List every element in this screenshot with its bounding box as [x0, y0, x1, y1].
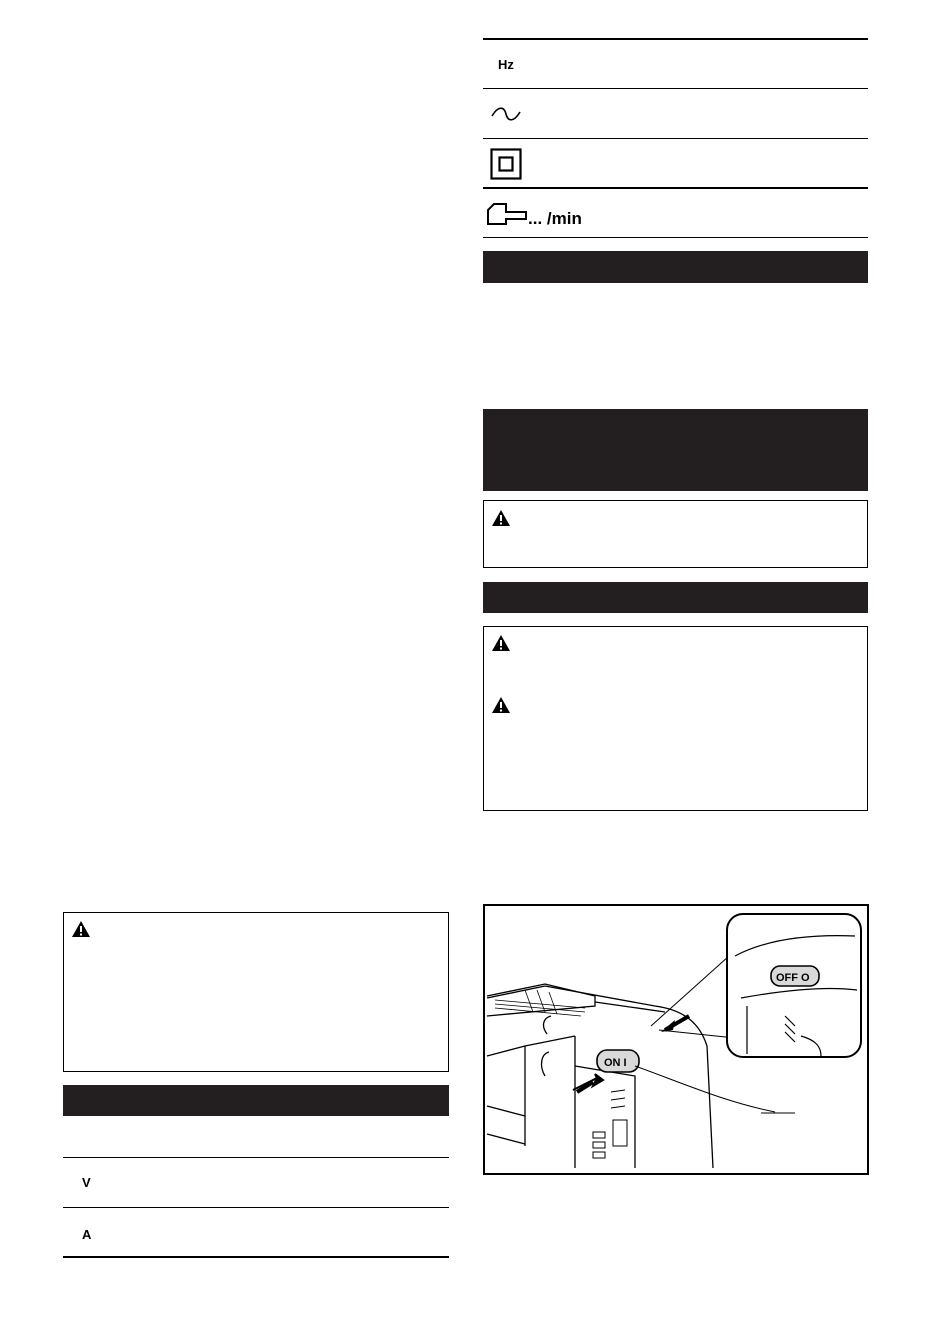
table-bottom-rule	[63, 1256, 449, 1258]
warning-box	[483, 626, 868, 811]
section-heading-bar-large	[483, 409, 868, 491]
table-row-divider	[483, 138, 868, 139]
switch-illustration	[483, 904, 869, 1175]
double-insulation-icon	[490, 148, 522, 180]
table-top-rule	[63, 1157, 449, 1158]
warning-triangle-icon	[491, 696, 511, 714]
hertz-symbol: Hz	[498, 57, 514, 72]
off-switch-label: OFF O	[776, 972, 810, 984]
per-minute-label: ... /min	[528, 209, 582, 228]
alternating-current-icon	[490, 104, 522, 124]
warning-box	[63, 912, 449, 1072]
section-heading-bar	[483, 251, 868, 283]
warning-box	[483, 500, 868, 568]
table-top-rule	[483, 38, 868, 40]
section-heading-bar	[63, 1085, 449, 1116]
on-switch-label: ON I	[604, 1057, 627, 1069]
table-row-divider	[63, 1207, 449, 1208]
table-bottom-rule	[483, 237, 868, 238]
warning-triangle-icon	[491, 634, 511, 652]
volt-symbol: V	[82, 1175, 91, 1190]
warning-triangle-icon	[491, 509, 511, 527]
warning-triangle-icon	[71, 920, 91, 938]
blows-per-minute-icon	[486, 202, 530, 226]
table-row-divider	[483, 88, 868, 89]
table-row-divider	[483, 187, 868, 189]
ampere-symbol: A	[82, 1227, 92, 1242]
section-heading-bar	[483, 582, 868, 613]
